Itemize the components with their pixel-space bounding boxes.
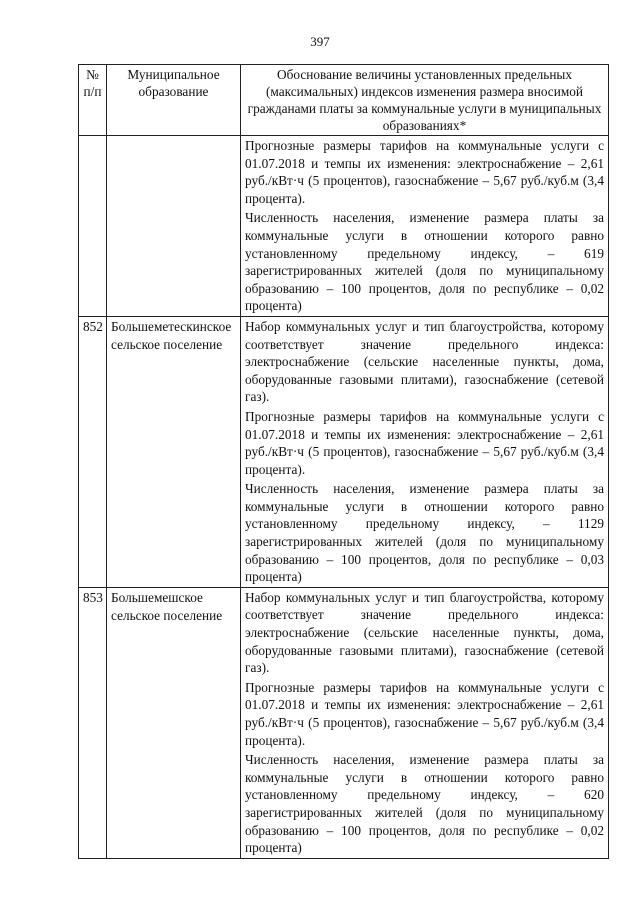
row-num	[79, 136, 107, 317]
table-header-row	[79, 65, 609, 136]
row-num: 853	[79, 587, 107, 858]
row-municipality	[107, 136, 241, 317]
row-justification	[241, 316, 609, 587]
row-municipality: Большемешское сельское поселение	[107, 587, 241, 858]
row-justification	[241, 136, 609, 317]
justification-paragraph: Набор коммунальных услуг и тип благоустройства, которому соответствует значение предельного индекса: электроснабжение (сельские населенные пункты, дома, оборудованные газовыми плитами), газоснабжение (сетевой газ).	[245, 318, 604, 405]
justification-paragraph: Прогнозные размеры тарифов на коммунальные услуги с 01.07.2018 и темпы их изменения: электроснабжение – 2,61 руб./кВт·ч (5 процентов), газоснабжение – 5,67 руб./куб.м (3,4 процента).	[245, 408, 604, 477]
justification-paragraph: Прогнозные размеры тарифов на коммунальные услуги с 01.07.2018 и темпы их изменения: электроснабжение – 2,61 руб./кВт·ч (5 процентов), газоснабжение – 5,67 руб./куб.м (3,4 процента).	[245, 138, 604, 206]
header-municipality: Муниципальное образование	[107, 65, 241, 136]
page-number: 397	[310, 34, 330, 49]
table-row	[79, 316, 609, 587]
table-row	[79, 136, 609, 317]
justification-paragraph: Численность населения, изменение размера платы за коммунальные услуги в отношении которого равно установленному предельному индексу, – 1129 зарегистрированных жителей (доля по муниципальному образованию – 100 процентов, доля по республике – 0,03 процента)	[245, 481, 604, 585]
justification-paragraph: Численность населения, изменение размера платы за коммунальные услуги в отношении которого равно установленному предельному индексу, – 620 зарегистрированных жителей (доля по муниципальному образованию – 100 процентов, доля по республике – 0,02 процента)	[245, 752, 604, 856]
row-justification	[241, 587, 609, 858]
row-num: 852	[79, 316, 107, 587]
justification-paragraph: Прогнозные размеры тарифов на коммунальные услуги с 01.07.2018 и темпы их изменения: электроснабжение – 2,61 руб./кВт·ч (5 процентов), газоснабжение – 5,67 руб./куб.м (3,4 процента).	[245, 679, 604, 748]
justification-paragraph: Набор коммунальных услуг и тип благоустройства, которому соответствует значение предельного индекса: электроснабжение (сельские населенные пункты, дома, оборудованные газовыми плитами), газоснабжение (сетевой газ).	[245, 589, 604, 676]
table-row	[79, 587, 609, 858]
tariff-table	[78, 64, 609, 859]
justification-paragraph: Численность населения, изменение размера платы за коммунальные услуги в отношении которого равно установленному предельному индексу, – 619 зарегистрированных жителей (доля по муниципальному образованию – 100 процентов, доля по республике – 0,02 процента)	[245, 210, 604, 314]
header-num: № п/п	[79, 65, 107, 136]
header-justification: Обоснование величины установленных предельных (максимальных) индексов изменения размера вносимой гражданами платы за коммунальные услуги в муниципальных образованиях*	[241, 65, 609, 136]
row-municipality: Большеметескинское сельское поселение	[107, 316, 241, 587]
